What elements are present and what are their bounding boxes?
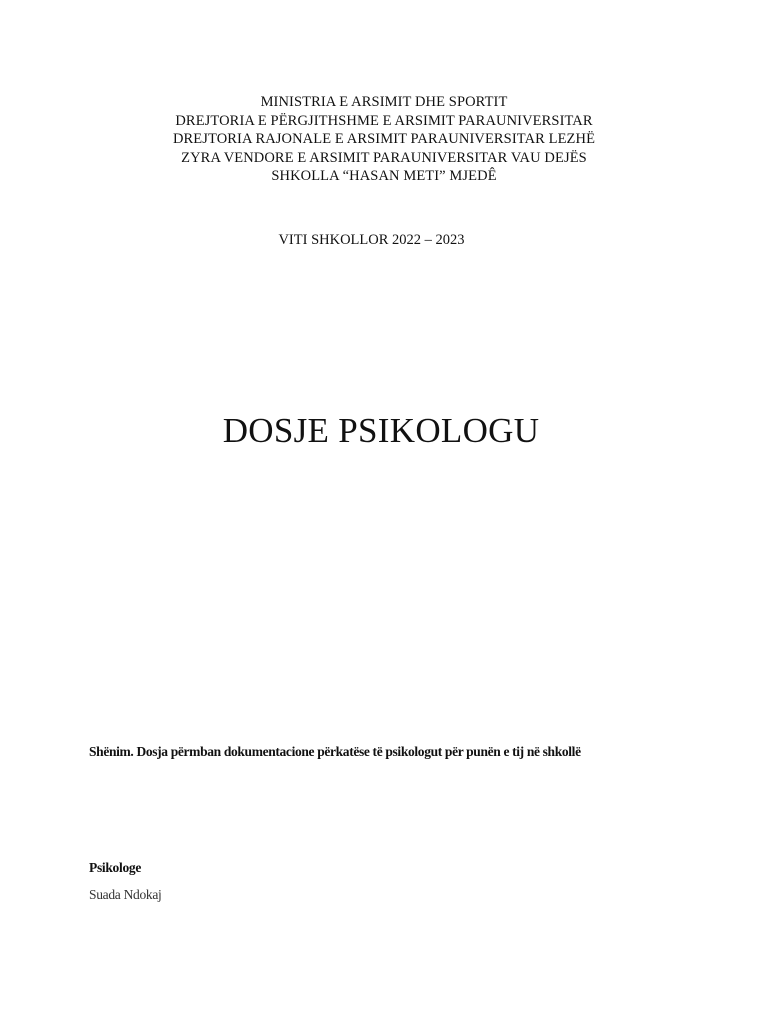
school-year: VITI SHKOLLOR 2022 – 2023	[278, 232, 465, 248]
document-title: DOSJE PSIKOLOGU	[222, 411, 540, 450]
signature-name: Suada Ndokaj	[89, 887, 162, 902]
signature-role: Psikologe	[89, 860, 142, 875]
note-text: Shënim. Dosja përmban dokumentacione përkatëse të psikologut për punën e tij në shkollë	[89, 744, 581, 759]
institution-header	[0, 93, 768, 186]
school-name-line: SHKOLLA “HASAN METI” MJEDÊ	[271, 168, 497, 185]
local-office-line: ZYRA VENDORE E ARSIMIT PARAUNIVERSITAR VAU DEJËS	[181, 149, 587, 166]
general-directorate-line: DREJTORIA E PËRGJITHSHME E ARSIMIT PARAUNIVERSITAR	[175, 112, 593, 129]
regional-directorate-line: DREJTORIA RAJONALE E ARSIMIT PARAUNIVERSITAR LEZHË	[172, 131, 596, 148]
ministry-line: MINISTRIA E ARSIMIT DHE SPORTIT	[260, 94, 508, 110]
